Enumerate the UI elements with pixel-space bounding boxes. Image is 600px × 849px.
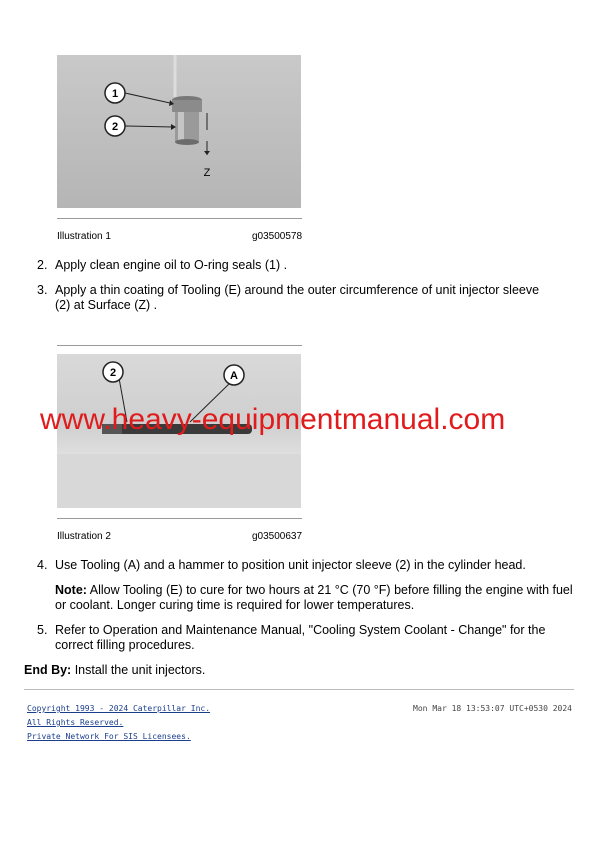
note-text: Allow Tooling (E) to cure for two hours at 21 °C (70 °F) before filling the engine with fuel or coolant. Longer curing time is required for lower temperatures. <box>55 583 573 612</box>
step-text: Apply a thin coating of Tooling (E) around the outer circumference of unit injector sleeve (2) at Surface (Z) . <box>55 283 540 312</box>
note-label: Note: <box>55 583 87 597</box>
note-paragraph <box>55 583 575 613</box>
step-text: Apply clean engine oil to O-ring seals (1) . <box>55 258 288 272</box>
callout-2-label: 2 <box>111 121 119 133</box>
end-by-label: End By: <box>24 663 72 677</box>
injector-sleeve-drawing <box>57 55 301 208</box>
step-text: Use Tooling (A) and a hammer to position unit injector sleeve (2) in the cylinder head. <box>55 558 526 572</box>
step-2 <box>37 258 577 273</box>
callout-1-label: 1 <box>111 88 119 100</box>
step-number: 3. <box>37 283 48 297</box>
illustration-2-code: g03500637 <box>252 531 303 542</box>
all-rights-link[interactable]: All Rights Reserved. <box>27 718 124 727</box>
step-number: 2. <box>37 258 48 272</box>
illustration-1-divider <box>57 218 302 219</box>
illustration-1-image <box>57 55 301 208</box>
end-by-line <box>24 663 205 677</box>
step-number: 4. <box>37 558 48 572</box>
step-5 <box>37 623 577 653</box>
callout-2-label: 2 <box>109 367 117 379</box>
copyright-link[interactable]: Copyright 1993 - 2024 Caterpillar Inc. <box>27 704 211 713</box>
timestamp: Mon Mar 18 13:53:07 UTC+0530 2024 <box>413 704 572 713</box>
illustration-1-caption: Illustration 1 <box>57 231 111 242</box>
illustration-2-divider <box>57 518 302 519</box>
step-number: 5. <box>37 623 48 637</box>
watermark-text: www.heavy-equipmentmanual.com <box>40 403 506 436</box>
step-text: Refer to Operation and Maintenance Manual, "Cooling System Coolant - Change" for the correct filling procedures. <box>55 623 546 652</box>
footer-divider <box>24 689 574 690</box>
private-network-link[interactable]: Private Network For SIS Licensees. <box>27 732 191 741</box>
surface-z-label: Z <box>203 167 211 179</box>
illustration-2-top-divider <box>57 345 302 346</box>
illustration-2-caption: Illustration 2 <box>57 531 111 542</box>
illustration-1-code: g03500578 <box>252 231 303 242</box>
callout-a-label: A <box>230 370 238 382</box>
step-3 <box>37 283 557 313</box>
step-4 <box>37 558 577 573</box>
end-by-text: Install the unit injectors. <box>71 663 206 677</box>
